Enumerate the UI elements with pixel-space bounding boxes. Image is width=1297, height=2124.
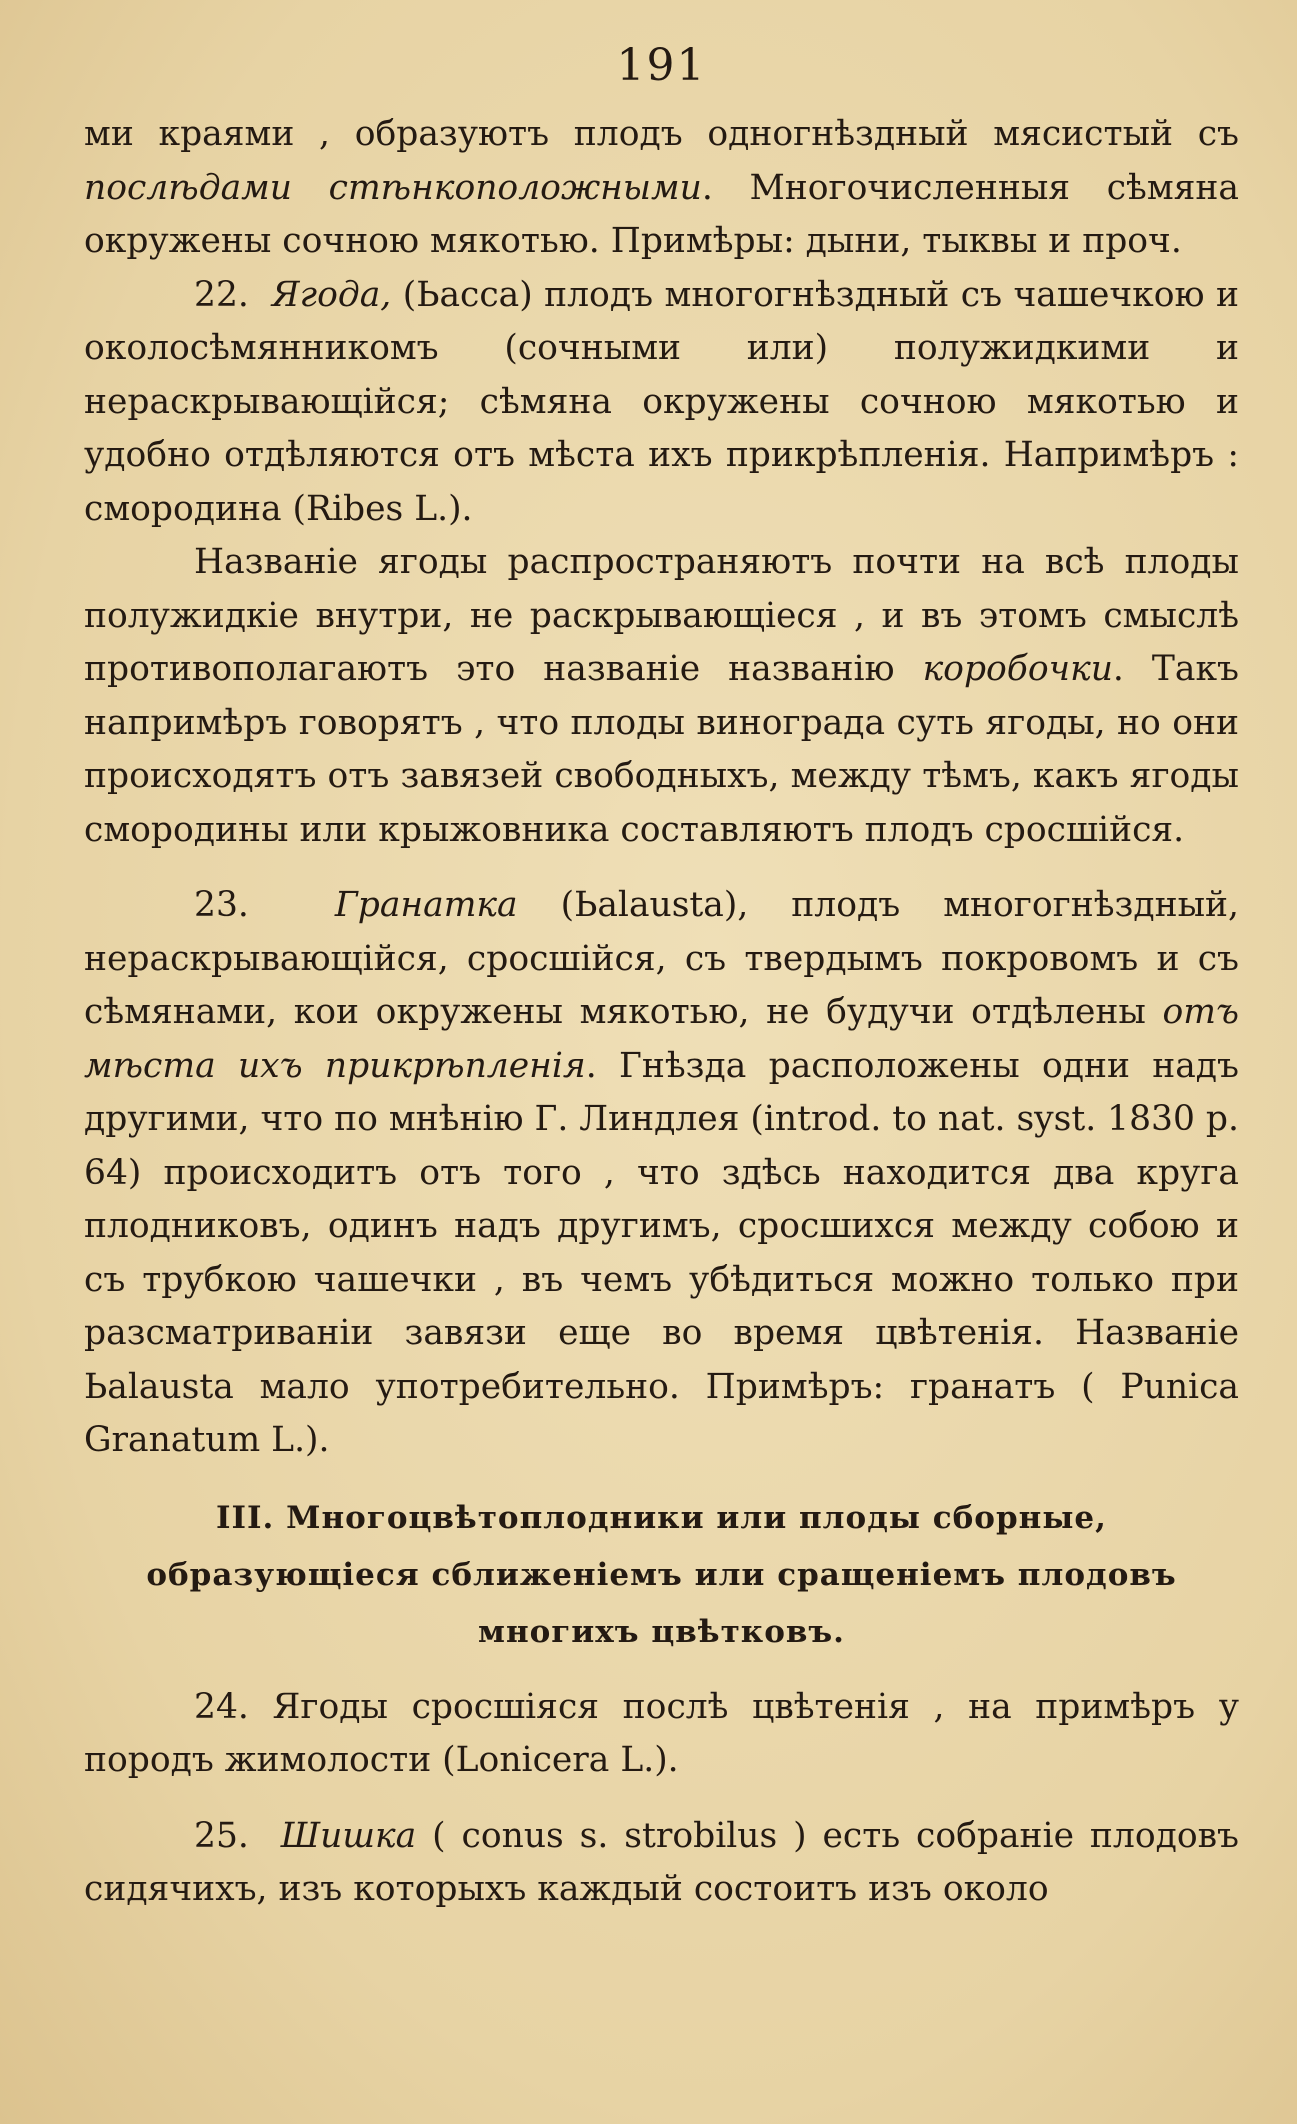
section-heading: III. Многоцвѣтоплодники или плоды сборные, образующіеся сближеніемъ или сращеніемъ плодовъ многихъ цвѣтковъ. [146, 1499, 1177, 1650]
italic-term: Гранатка [334, 885, 518, 925]
page-number: 191 [616, 40, 707, 91]
italic-term: Шишка [280, 1815, 417, 1856]
paragraph-25-cone [84, 1810, 1239, 1917]
italic-term: Ягода, [271, 274, 392, 315]
text: Названіе ягоды распространяютъ почти на всѣ плоды полужидкіе внутри, не раскрывающіеся , и въ этомъ смыслѣ противополагаютъ это названіе названію [84, 542, 1239, 689]
paragraph-24 [84, 1681, 1239, 1788]
text: . Такъ напримѣръ говорятъ , что плоды винограда суть ягоды, но они происходятъ отъ завязей свободныхъ, между тѣмъ, какъ ягоды смородины или крыжовника составляютъ плодъ сросшійся. [84, 649, 1239, 850]
text: ( conus s. strobilus ) есть собраніе плодовъ сидячихъ, изъ которыхъ каждый состоитъ изъ около [84, 1815, 1239, 1909]
paragraph-22-berry [84, 269, 1239, 537]
italic-term: коробочки [922, 649, 1113, 689]
text: . Гнѣзда расположены одни надъ другими, что по мнѣнію Г. Линдлея (introd. to nat. syst. 1830 p. 64) происходитъ отъ того , что здѣсь находится два круга плодниковъ, одинъ надъ другимъ, сросшихся между собою и съ трубкою чашечки , въ чемъ убѣдиться можно только при разсматриваніи завязи еще во время цвѣтенія. Названіе Ьalausta мало употребительно. Примѣръ: гранатъ ( Punica Granatum L.). [84, 1045, 1239, 1460]
paragraph-23-balausta [84, 879, 1239, 1468]
item-number: 22. [194, 274, 249, 315]
italic-term: послѣдами стѣнкоположными [84, 167, 702, 208]
text: . Многочисленныя сѣмяна окружены сочною мякотью. Примѣры: дыни, тыквы и проч. [84, 167, 1239, 261]
item-number: 24. [194, 1686, 249, 1727]
italic-term: отъ мѣста ихъ прикрѣпленія [84, 992, 1239, 1086]
text: (Ьacca) плодъ многогнѣздный съ чашечкою и околосѣмянникомъ (сочными или) полужидкими и нераскрывающійся; сѣмяна окружены сочною мякотью и удобно отдѣляются отъ мѣста ихъ прикрѣпленія. Напримѣръ : смородина (Ribes L.). [84, 274, 1239, 529]
item-number: 23. [194, 885, 249, 925]
paragraph-berry-note [84, 536, 1239, 857]
item-number: 25. [194, 1815, 249, 1856]
text: Ягоды сросшіяся послѣ цвѣтенія , на примѣръ у породъ жимолости (Lonicera L.). [84, 1686, 1239, 1780]
text: ми краями , образуютъ плодъ одногнѣздный мясистый съ [84, 114, 1239, 154]
text: (Ьalausta), плодъ многогнѣздный, нераскрывающійся, сросшійся, съ твердымъ покровомъ и съ сѣмянами, кои окружены мякотью, не будучи отдѣлены [84, 885, 1239, 1032]
paragraph-continued [84, 108, 1239, 269]
